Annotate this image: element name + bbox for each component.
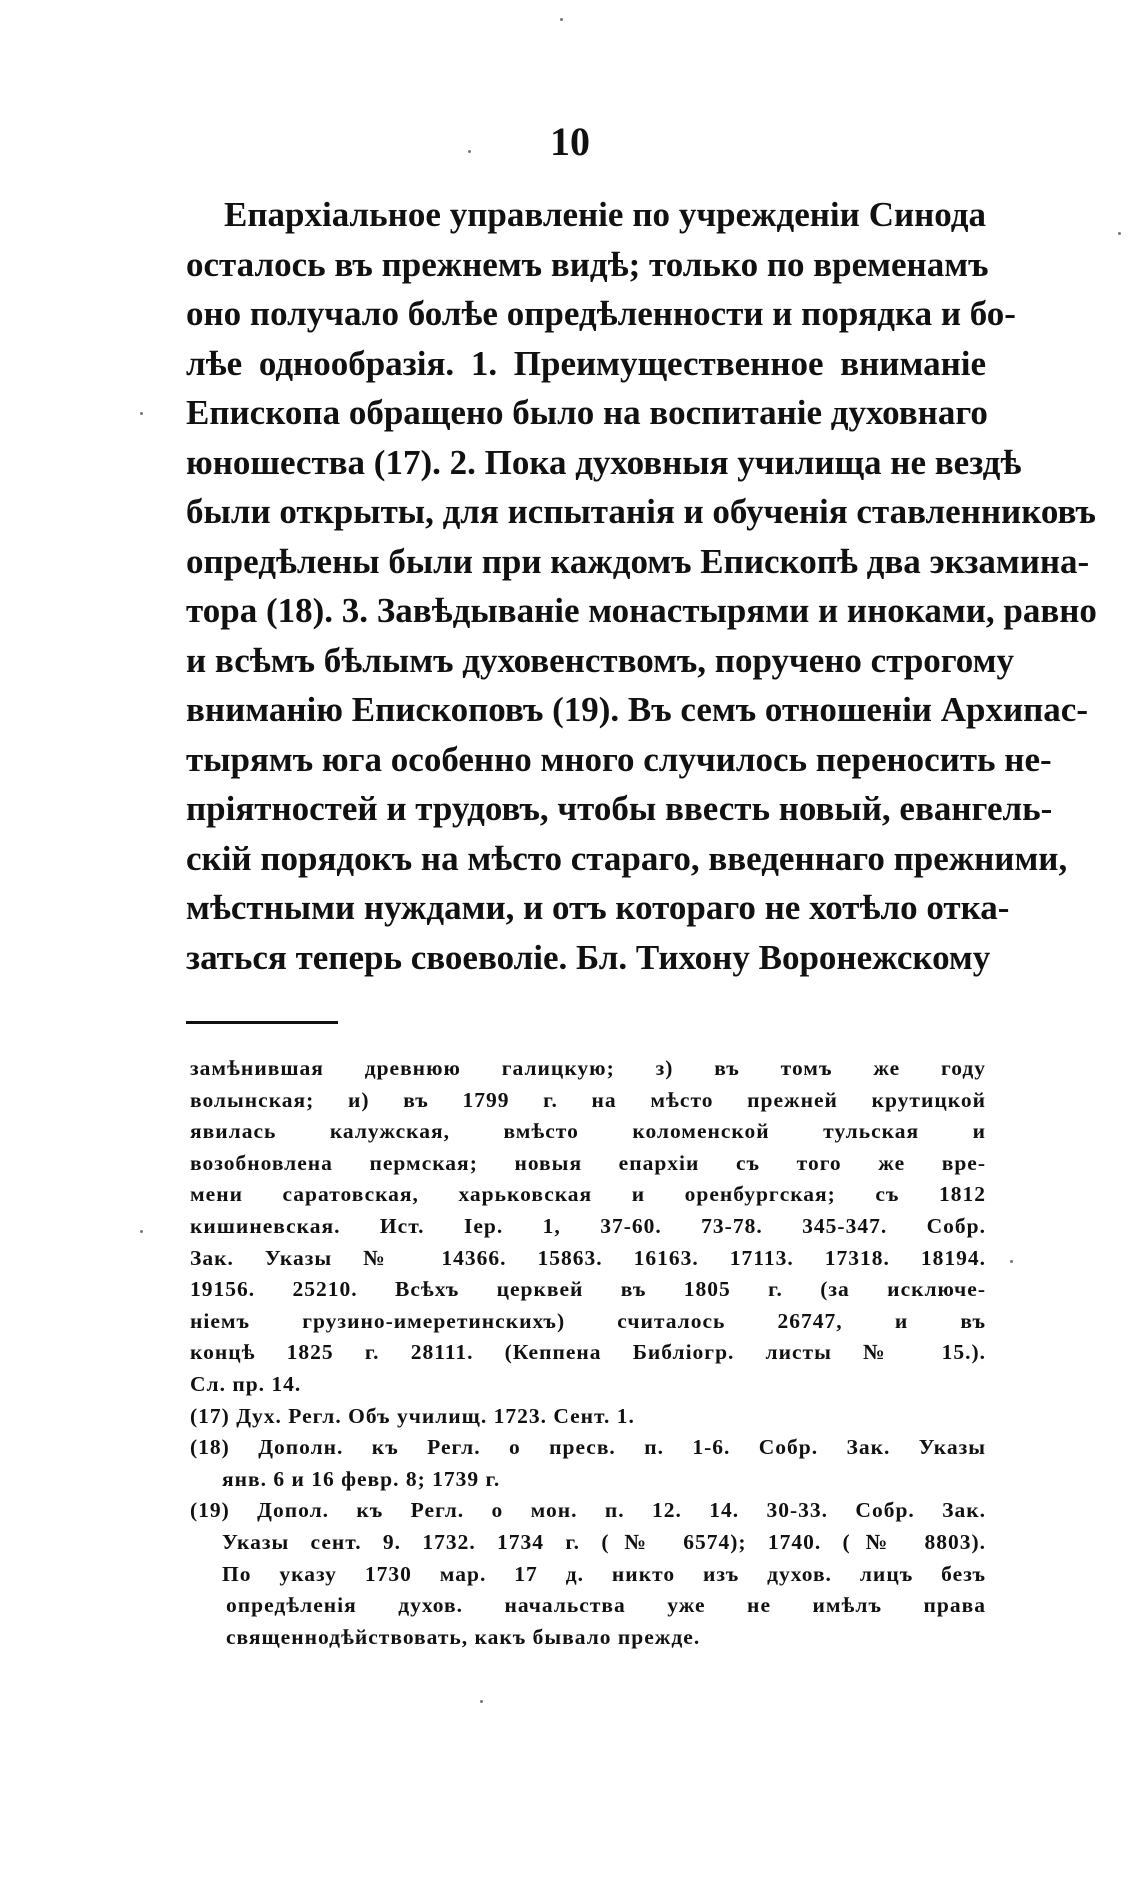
scan-speck (1010, 1260, 1013, 1263)
footnote-line: мени саратовская, харьковская и оренбургская; съ 1812 (190, 1182, 986, 1207)
footnote-line: явилась калужская, вмѣсто коломенской тульская и (190, 1119, 986, 1144)
footnote-line: ніемъ грузино-имеретинскихъ) считалось 26747, и въ (190, 1308, 986, 1333)
footnote-line: волынская; и) въ 1799 г. на мѣсто прежней крутицкой (190, 1087, 986, 1112)
text-line: заться теперь своеволіе. Бл. Тихону Воронежскому (186, 937, 991, 977)
page-number: 10 (550, 119, 590, 164)
scan-speck (140, 1230, 143, 1233)
footnote-line: опредѣленія духов. начальства уже не имѣлъ права (226, 1593, 986, 1618)
footnote-line: Сл. пр. 14. (190, 1371, 302, 1396)
text-line: Епархіальное управленіе по учрежденіи Синода (224, 195, 986, 234)
text-line: пріятностей и трудовъ, чтобы ввесть новый, евангель- (186, 789, 1053, 828)
text-line: лѣе однообразія. 1. Преимущественное вниманіе (186, 343, 986, 383)
footnote-17: (17) Дух. Регл. Объ училищ. 1723. Сент. 1. (190, 1403, 635, 1428)
text-line: тырямъ юга особенно много случилось переносить не- (186, 739, 1052, 779)
footnote-line: кишиневская. Ист. Іер. 1, 37-60. 73-78. 345-347. Собр. (190, 1213, 986, 1238)
text-line: и всѣмъ бѣлымъ духовенствомъ, поручено строгому (186, 640, 1014, 680)
text-line: мѣстными нуждами, и отъ котораго не хотѣло отка- (186, 888, 1010, 927)
footnote-line: концѣ 1825 г. 28111. (Кеппена Библіогр. листы № 15.). (190, 1340, 986, 1365)
footnote-line: возобновлена пермская; новыя епархіи съ того же вре- (190, 1150, 986, 1175)
footnote-18: (18) Дополн. къ Регл. о пресв. п. 1-6. Собр. Зак. Указы (190, 1435, 986, 1460)
main-text-block (186, 190, 1097, 982)
text-line: юношества (17). 2. Пока духовныя училища не вездѣ (186, 442, 1022, 482)
text-line: тора (18). 3. Завѣдываніе монастырями и иноками, равно (186, 591, 1097, 630)
footnote-19: (19) Допол. къ Регл. о мон. п. 12. 14. 30-33. Собр. Зак. (190, 1498, 986, 1523)
footnote-line: Указы сент. 9. 1732. 1734 г. (№ 6574); 1740. (№ 8803). (222, 1529, 986, 1554)
text-line: вниманію Епископовъ (19). Въ семъ отношеніи Архипас- (186, 690, 1088, 729)
scan-speck (480, 1700, 483, 1703)
text-line: опредѣлены были при каждомъ Епископѣ два экзамина- (186, 541, 1090, 581)
scan-speck (468, 150, 471, 153)
text-line: скій порядокъ на мѣсто стараго, введеннаго прежними, (186, 838, 1068, 878)
footnote-separator-rule (186, 1021, 338, 1024)
footnote-line: 19156. 25210. Всѣхъ церквей въ 1805 г. (за исключе- (190, 1277, 986, 1302)
scan-speck (1118, 232, 1121, 235)
footnote-line: янв. 6 и 16 февр. 8; 1739 г. (222, 1466, 501, 1491)
text-line: были открыты, для испытанія и обученія ставленниковъ (186, 492, 1096, 531)
footnotes-block (190, 1053, 986, 1653)
footnote-line: священнодѣйствовать, какъ бывало прежде. (226, 1624, 701, 1649)
text-line: оно получало болѣе опредѣленности и порядка и бо- (186, 294, 1016, 333)
scan-speck (560, 18, 563, 21)
footnote-line: По указу 1730 мар. 17 д. никто изъ духов. лицъ безъ (222, 1561, 986, 1586)
scan-speck (140, 412, 143, 415)
footnote-line: замѣнившая древнюю галицкую; з) въ томъ же году (190, 1056, 986, 1080)
footnote-line: Зак. Указы № 14366. 15863. 16163. 17113. 17318. 18194. (190, 1245, 986, 1270)
text-line: Епископа обращено было на воспитаніе духовнаго (186, 393, 988, 432)
text-line: осталось въ прежнемъ видѣ; только по временамъ (186, 244, 989, 284)
